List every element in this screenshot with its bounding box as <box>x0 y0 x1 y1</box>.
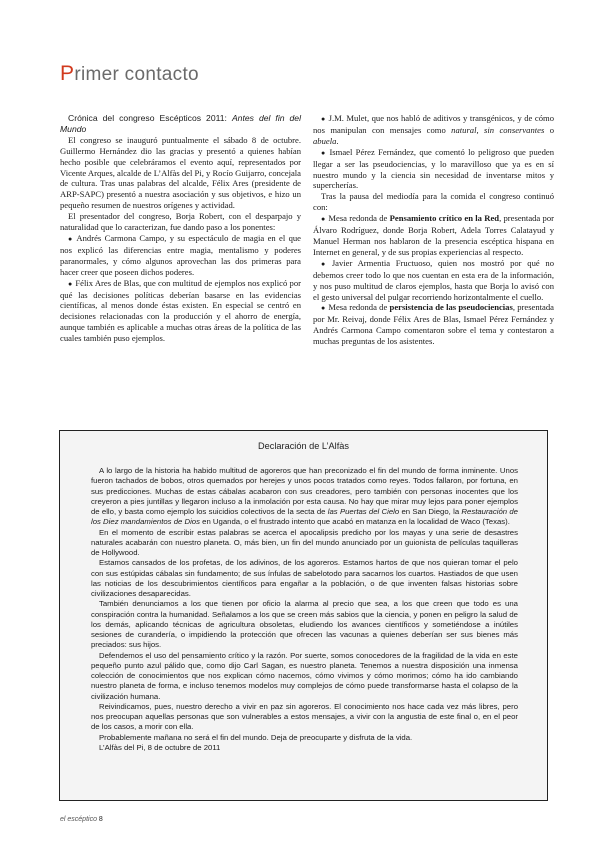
bullet-icon: ● <box>68 234 74 243</box>
article-paragraph: El presentador del congreso, Borja Robert, con el desparpajo y naturalidad que lo caracterizan, fue dando paso a los ponentes: <box>60 211 301 233</box>
declaration-paragraph: A lo largo de la historia ha habido multitud de agoreros que han preconizado el fin del mundo de forma inminente. Unos fueron tachados de bobos, otros quemados por herejes y unos pocos tratados como reyes. Todos fallaron, por fortuna, en sus predicciones. Muchas de estas cábalas acabaron con sus creadores, pero también con personas inocentes que los creyeron a pies juntillas y llegaron incluso a la inmolación por esta causa. No hay que mirar muy lejos para poner ejemplos de ello, y basta como ejemplo los suicidios colectivos de la secta de las Puertas del Cielo en San Diego, la Restauración de los Diez mandamientos de Dios en Uganda, o el frustrado intento que acabó en matanza en la localidad de Waco (Texas). <box>91 466 518 527</box>
article-bullet-item: ● Andrés Carmona Campo, y su espectáculo de magia en el que nos explicó las diferencias entre magia, mentalismo y poderes paranormales, y cómo algunos aprovechan las dos primeras para hacer creer que poseen dichos poderes. <box>60 232 301 277</box>
article-bullet-item: ● Mesa redonda de persistencia de las pseudociencias, presentada por Mr. Reivaj, donde Félix Ares de Blas, Ismael Pérez Fernández y Andrés Carmona Campo comentaron sobre el tema y contestaron a muchas preguntas de los asistentes. <box>313 302 554 347</box>
page-number: 8 <box>98 816 103 823</box>
bullet-icon: ● <box>68 279 73 288</box>
declaration-paragraph: Reivindicamos, pues, nuestro derecho a vivir en paz sin agoreros. El conocimiento nos hace cada vez más libres, pero nos preocupan aquellas personas que son vulnerables a estos mensajes, a vivir con la angustia de este final o, en el peor de los casos, a morir con ella. <box>91 701 518 732</box>
declaration-paragraph: Defendemos el uso del pensamiento crítico y la razón. Por suerte, somos conocedores de la fragilidad de la vida en este pequeño punto azul pálido que, como dijo Carl Sagan, es nuestro planeta. Tenemos a nuestra disposición una inmensa colección de conocimientos que nos explican cómo nacemos, cómo vivimos y cómo morimos; cómo ha ido cambiando nuestro planeta de forma, e incluso tenemos modelos muy complejos de cómo puede transformarse hasta el colapso de la civilización humana. <box>91 650 518 701</box>
bullet-icon: ● <box>321 148 327 157</box>
declaration-paragraph: Estamos cansados de los profetas, de los adivinos, de los agoreros. Estamos hartos de que nos quieran tomar el pelo con sus estúpidas cábalas sin fundamento; de sus ínfulas de sabelotodo para sacarnos los cuartos. Hastiados de que usen las noticias de los descubrimientos científicos para engañar a la población, o de que inventen falsas historias sobre civilizaciones desaparecidas. <box>91 558 518 598</box>
bullet-icon: ● <box>321 115 326 123</box>
article-bullet-item: ● Ismael Pérez Fernández, que comentó lo peligroso que pueden llegar a ser las pseudociencias, y lo maravilloso que ya es en sí nuestro mundo y la ciencia sin necesidad de inventarse mitos y supercherías. <box>313 146 555 191</box>
article-bullet-item: ● J.M. Mulet, que nos habló de aditivos y transgénicos, y de cómo nos manipulan con mensajes como natural, sin conservantes o abuela. <box>313 113 555 146</box>
declaration-paragraph: En el momento de escribir estas palabras se acerca el apocalipsis predicho por los mayas y una serie de desastres naturales acabarán con nuestro planeta. O, más bien, un fin del mundo anunciado por un guionista de películas taquilleras de Hollywood. <box>91 527 518 557</box>
section-title <box>60 62 199 86</box>
declaration-paragraph: También denunciamos a los que tienen por oficio la alarma al precio que sea, a los que creen que todo es una conspiración contra la humanidad. Señalamos a los que se creen más sabios que la ciencia, y ponen en peligro la salud de los demás, aplicando técnicas de agricultura obsoletas, eludiendo los avances científicos y sometiéndose a inútiles sesiones de curandería, o impidiendo la protección que ofrecen las vacunas a quienes deberían ser sus bienes más preciados: sus hijos. <box>91 599 518 650</box>
article-subtitle-text: Crónica del congreso Escépticos 2011: <box>68 113 232 123</box>
bullet-icon: ● <box>321 304 326 313</box>
declaration-body <box>91 466 518 753</box>
section-title-initial: P <box>60 62 75 85</box>
article-subtitle-italic: Antes del fin del Mundo <box>60 113 301 134</box>
declaration-title: Declaración de L’Alfàs <box>258 441 349 451</box>
article-paragraph: El congreso se inauguró puntualmente el sábado 8 de octubre. Guillermo Hernández dio las gracias y presentó a quienes habían hecho posible que celebráramos el evento aquí, representados por Vicente Arques, alcalde de L’Alfàs del Pi, y Rocío Guijarro, concejala de cultura. Tras unas palabras del alcalde, Félix Ares (presidente de ARP-SAPC) presentó a nuestra asociación y sus objetivos, e hizo un pequeño resumen de nuestros orígenes y actividad. <box>60 134 301 211</box>
article-paragraph: Tras la pausa del mediodía para la comida el congreso continuó con: <box>313 191 554 213</box>
declaration-signature: L’Alfàs del Pi, 8 de octubre de 2011 <box>99 742 221 752</box>
magazine-name: el escéptico <box>60 816 97 823</box>
page-footer <box>60 816 103 823</box>
declaration-box <box>59 430 548 801</box>
article-bullet-item: ● Mesa redonda de Pensamiento crítico en la Red, presentada por Álvaro Rodríguez, donde Borja Robert, Adela Torres Calatayud y Manuel Herman nos hablaron de la presencia escéptica hispana en Internet en general, y de sus propias experiencias al respecto. <box>313 213 554 257</box>
article-bullet-item: ● Javier Armentia Fructuoso, quien nos mostró por qué no debemos creer todo lo que nos cuentan en esta era de la información, y nos puso multitud de claros ejemplos, hasta que Borja lo avisó con el gesto universal del pulgar recorriendo horizontalmente el cuello. <box>313 257 554 302</box>
section-title-rest: rimer contacto <box>74 64 199 85</box>
article-subtitle <box>60 113 301 135</box>
article-bullet-item: ● Félix Ares de Blas, que con multitud de ejemplos nos explicó por qué las decisiones políticas deberían basarse en las evidencias científicas, al menos donde éstas existen. En especial se centró en decisiones relacionadas con la producción y el ahorro de energía, aunque también es aplicable a muchas otras áreas de la política de las cuales también puso ejemplos. <box>60 277 302 344</box>
article-column-right <box>313 113 554 347</box>
bullet-icon: ● <box>321 215 326 224</box>
bullet-icon: ● <box>321 259 329 268</box>
article-column-left <box>60 113 301 344</box>
declaration-paragraph: Probablemente mañana no será el fin del mundo. Deja de preocuparte y disfruta de la vida. <box>99 732 413 742</box>
